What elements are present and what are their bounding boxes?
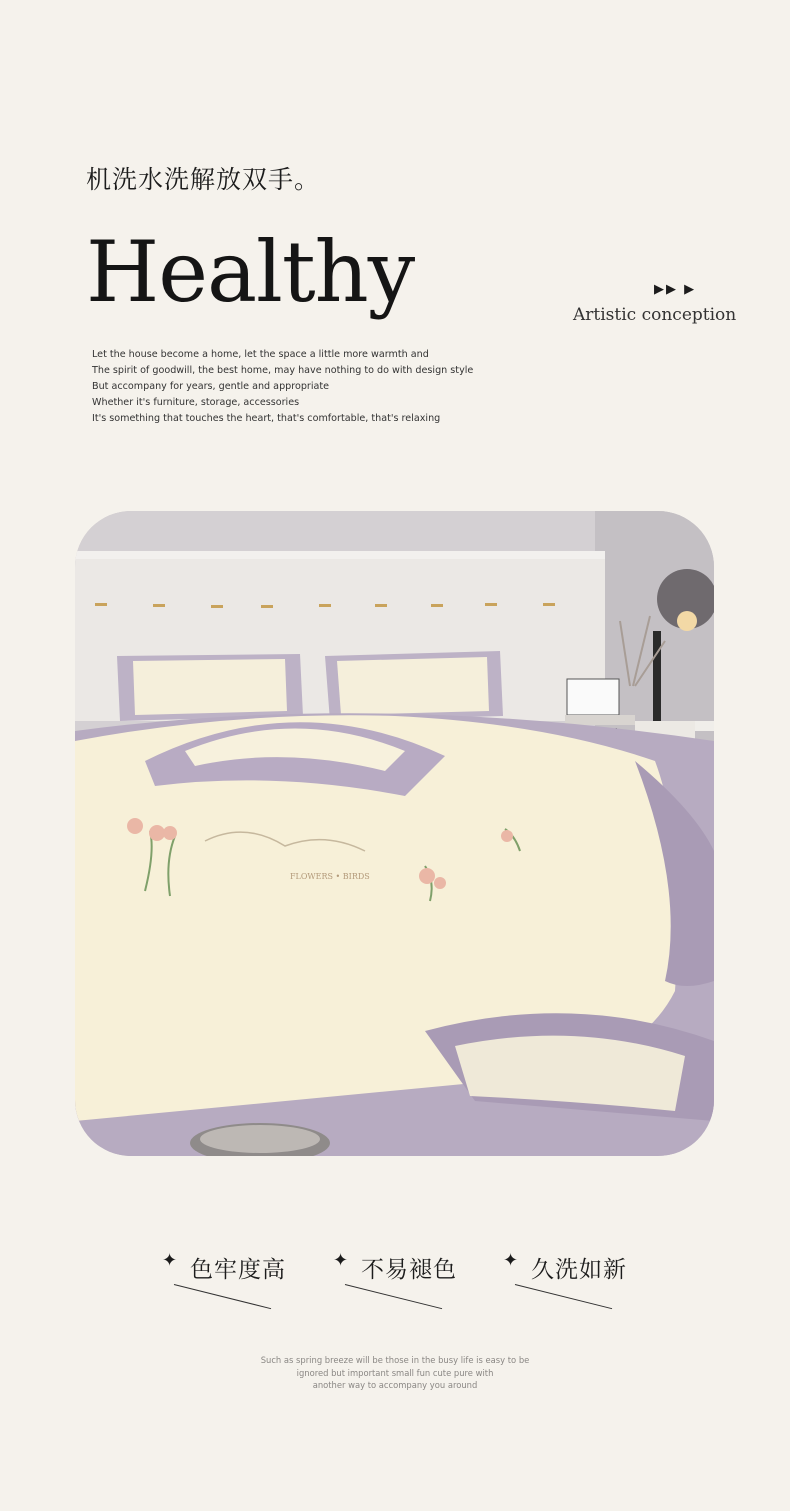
feature-item xyxy=(503,1248,703,1318)
description-line: Whether it's furniture, storage, accessories xyxy=(92,397,300,408)
features-row xyxy=(0,1248,790,1318)
page-title: Healthy xyxy=(86,223,415,321)
feature-label: 久洗如新 xyxy=(531,1257,627,1283)
footer-text xyxy=(0,1354,790,1392)
description-line: But accompany for years, gentle and appropriate xyxy=(92,381,330,392)
footer-line: Such as spring breeze will be those in the busy life is easy to be xyxy=(260,1355,530,1365)
four-point-star-icon: ✦ xyxy=(503,1250,519,1271)
artistic-caption: Artistic conception xyxy=(573,305,737,325)
divider xyxy=(515,1284,612,1309)
description-block xyxy=(92,347,473,427)
bedding-illustration xyxy=(75,511,714,1156)
four-point-star-icon: ✦ xyxy=(333,1250,349,1271)
four-point-star-icon: ✦ xyxy=(162,1250,178,1271)
divider xyxy=(345,1284,442,1309)
description-line: The spirit of goodwill, the best home, may have nothing to do with design style xyxy=(92,365,474,376)
bedding-photo xyxy=(75,511,714,1156)
play-arrows-icon: ▶▶ ▶ xyxy=(654,282,697,297)
divider xyxy=(174,1284,271,1309)
footer-line: ignored but important small fun cute pure with xyxy=(296,1367,494,1378)
embroidery-text: FLOWERS • BIRDS xyxy=(290,872,370,881)
footer-line: another way to accompany you around xyxy=(312,1380,478,1390)
description-line: Let the house become a home, let the space a little more warmth and xyxy=(92,349,429,360)
feature-label: 不易褪色 xyxy=(361,1257,457,1283)
page-subtitle: 机洗水洗解放双手。 xyxy=(86,165,321,194)
feature-label: 色牢度高 xyxy=(190,1257,286,1283)
description-line: It's something that touches the heart, that's comfortable, that's relaxing xyxy=(92,413,441,424)
feature-item xyxy=(162,1248,362,1318)
